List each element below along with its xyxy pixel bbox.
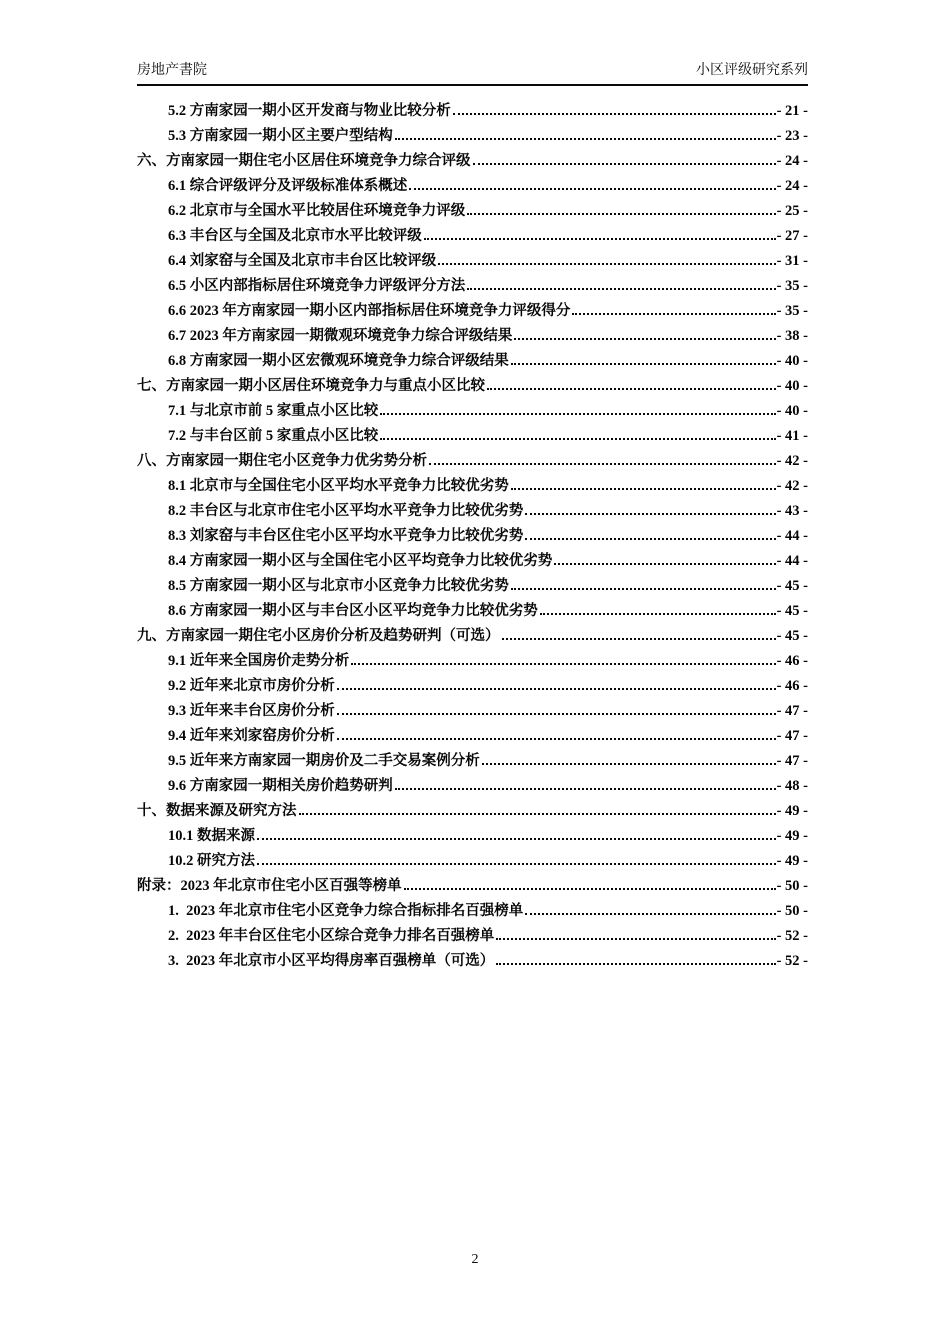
- toc-entry-text: 6.5 小区内部指标居住环境竞争力评级评分方法: [168, 278, 466, 294]
- toc-entry[interactable]: [137, 699, 808, 724]
- toc-entry[interactable]: [137, 599, 808, 624]
- toc-entry-page-number: - 46 -: [776, 678, 808, 694]
- toc-entry-page-number: - 52 -: [776, 928, 808, 944]
- toc-entry[interactable]: [137, 299, 808, 324]
- toc-entry-text: 8.5 方南家园一期小区与北京市小区竞争力比较优劣势: [168, 578, 509, 594]
- dot-leader: [482, 763, 776, 765]
- dot-leader: [337, 738, 776, 740]
- dot-leader: [540, 613, 776, 615]
- toc-entry-page-number: - 35 -: [776, 278, 808, 294]
- header-left-text: 房地产書院: [137, 63, 207, 78]
- toc-entry-page-number: - 50 -: [776, 878, 808, 894]
- toc-entry-text: 9.6 方南家园一期相关房价趋势研判: [168, 778, 393, 794]
- toc-entry-text: 5.3 方南家园一期小区主要户型结构: [168, 128, 393, 144]
- toc-entry-page-number: - 47 -: [776, 703, 808, 719]
- toc-entry-page-number: - 45 -: [776, 578, 808, 594]
- toc-entry[interactable]: [137, 399, 808, 424]
- toc-entry[interactable]: [137, 324, 808, 349]
- toc-entry[interactable]: [137, 924, 808, 949]
- toc-entry[interactable]: [137, 899, 808, 924]
- toc-entry-text: 八、方南家园一期住宅小区竞争力优劣势分析: [137, 453, 427, 469]
- toc-entry[interactable]: [137, 174, 808, 199]
- toc-entry-text: 6.2 北京市与全国水平比较居住环境竞争力评级: [168, 203, 466, 219]
- toc-entry-text: 10.2 研究方法: [168, 853, 255, 869]
- toc-entry[interactable]: [137, 774, 808, 799]
- toc-entry-page-number: - 44 -: [776, 553, 808, 569]
- toc-entry-text: 8.4 方南家园一期小区与全国住宅小区平均竞争力比较优劣势: [168, 553, 553, 569]
- toc-entry-page-number: - 43 -: [776, 503, 808, 519]
- dot-leader: [337, 713, 776, 715]
- toc-entry-page-number: - 46 -: [776, 653, 808, 669]
- toc-entry-page-number: - 25 -: [776, 203, 808, 219]
- toc-entry-page-number: - 50 -: [776, 903, 808, 919]
- dot-leader: [487, 388, 776, 390]
- toc-entry[interactable]: [137, 849, 808, 874]
- dot-leader: [572, 313, 775, 315]
- toc-entry-text: 2. 2023 年丰台区住宅小区综合竞争力排名百强榜单: [168, 928, 495, 944]
- dot-leader: [554, 563, 775, 565]
- toc-entry-page-number: - 40 -: [776, 403, 808, 419]
- toc-entry[interactable]: [137, 474, 808, 499]
- dot-leader: [511, 363, 776, 365]
- dot-leader: [496, 963, 775, 965]
- toc-entry-text: 5.2 方南家园一期小区开发商与物业比较分析: [168, 103, 451, 119]
- toc-entry-text: 九、方南家园一期住宅小区房价分析及趋势研判（可选）: [137, 628, 500, 644]
- toc-entry-page-number: - 47 -: [776, 728, 808, 744]
- toc-entry-text: 9.1 近年来全国房价走势分析: [168, 653, 350, 669]
- toc-entry-text: 6.1 综合评级评分及评级标准体系概述: [168, 178, 408, 194]
- dot-leader: [337, 688, 776, 690]
- dot-leader: [511, 588, 776, 590]
- toc-entry-text: 9.3 近年来丰台区房价分析: [168, 703, 335, 719]
- toc-entry-page-number: - 27 -: [776, 228, 808, 244]
- toc-entry[interactable]: [137, 224, 808, 249]
- toc-entry-page-number: - 49 -: [776, 853, 808, 869]
- toc-entry-text: 9.2 近年来北京市房价分析: [168, 678, 335, 694]
- dot-leader: [429, 463, 776, 465]
- toc-entry-page-number: - 23 -: [776, 128, 808, 144]
- page-footer: [0, 1252, 950, 1268]
- toc-entry-page-number: - 45 -: [776, 603, 808, 619]
- toc-entry[interactable]: [137, 824, 808, 849]
- toc-entry-text: 8.6 方南家园一期小区与丰台区小区平均竞争力比较优劣势: [168, 603, 538, 619]
- dot-leader: [525, 538, 775, 540]
- dot-leader: [511, 488, 776, 490]
- toc-entry[interactable]: [137, 524, 808, 549]
- toc-entry-page-number: - 40 -: [776, 378, 808, 394]
- toc-entry[interactable]: [137, 349, 808, 374]
- toc-entry-page-number: - 41 -: [776, 428, 808, 444]
- toc-entry-page-number: - 44 -: [776, 528, 808, 544]
- toc-entry-text: 3. 2023 年北京市小区平均得房率百强榜单（可选）: [168, 953, 495, 969]
- dot-leader: [395, 138, 776, 140]
- toc-entry[interactable]: [137, 749, 808, 774]
- toc-entry[interactable]: [137, 149, 808, 174]
- toc-entry-page-number: - 38 -: [776, 328, 808, 344]
- toc-entry[interactable]: [137, 949, 808, 974]
- toc-entry-page-number: - 42 -: [776, 478, 808, 494]
- dot-leader: [395, 788, 776, 790]
- dot-leader: [257, 838, 776, 840]
- toc-entry[interactable]: [137, 249, 808, 274]
- toc-entry-page-number: - 42 -: [776, 453, 808, 469]
- toc-entry-page-number: - 52 -: [776, 953, 808, 969]
- toc-entry-text: 7.2 与丰台区前 5 家重点小区比较: [168, 428, 379, 444]
- toc-entry-text: 8.3 刘家窑与丰台区住宅小区平均水平竞争力比较优劣势: [168, 528, 524, 544]
- toc-entry-page-number: - 47 -: [776, 753, 808, 769]
- header-right-text: 小区评级研究系列: [696, 63, 808, 78]
- toc-entry[interactable]: [137, 374, 808, 399]
- toc-entry-page-number: - 40 -: [776, 353, 808, 369]
- toc-entry-text: 六、方南家园一期住宅小区居住环境竞争力综合评级: [137, 153, 471, 169]
- toc-entry-page-number: - 21 -: [776, 103, 808, 119]
- toc-entry[interactable]: [137, 799, 808, 824]
- table-of-contents: [137, 99, 808, 974]
- toc-entry-text: 6.4 刘家窑与全国及北京市丰台区比较评级: [168, 253, 437, 269]
- page-number: 2: [471, 1252, 479, 1267]
- toc-entry-text: 10.1 数据来源: [168, 828, 255, 844]
- toc-entry-text: 十、数据来源及研究方法: [137, 803, 297, 819]
- toc-entry-text: 1. 2023 年北京市住宅小区竞争力综合指标排名百强榜单: [168, 903, 524, 919]
- toc-entry-text: 附录：2023 年北京市住宅小区百强等榜单: [137, 878, 402, 894]
- dot-leader: [351, 663, 775, 665]
- toc-entry[interactable]: [137, 124, 808, 149]
- toc-entry-page-number: - 49 -: [776, 803, 808, 819]
- page-content: [137, 0, 808, 974]
- dot-leader: [299, 813, 776, 815]
- dot-leader: [380, 438, 775, 440]
- toc-entry-text: 6.7 2023 年方南家园一期微观环境竞争力综合评级结果: [168, 328, 513, 344]
- toc-entry[interactable]: [137, 449, 808, 474]
- toc-entry[interactable]: [137, 649, 808, 674]
- toc-entry-text: 6.6 2023 年方南家园一期小区内部指标居住环境竞争力评级得分: [168, 303, 571, 319]
- dot-leader: [257, 863, 776, 865]
- toc-entry-page-number: - 24 -: [776, 153, 808, 169]
- page-header: [137, 62, 808, 86]
- toc-entry-text: 8.1 北京市与全国住宅小区平均水平竞争力比较优劣势: [168, 478, 509, 494]
- toc-entry-page-number: - 35 -: [776, 303, 808, 319]
- toc-entry[interactable]: [137, 674, 808, 699]
- dot-leader: [502, 638, 776, 640]
- toc-entry[interactable]: [137, 724, 808, 749]
- toc-entry-text: 6.8 方南家园一期小区宏微观环境竞争力综合评级结果: [168, 353, 509, 369]
- toc-entry[interactable]: [137, 499, 808, 524]
- dot-leader: [380, 413, 775, 415]
- dot-leader: [467, 213, 775, 215]
- toc-entry[interactable]: [137, 424, 808, 449]
- toc-entry[interactable]: [137, 99, 808, 124]
- toc-entry[interactable]: [137, 574, 808, 599]
- toc-entry-text: 6.3 丰台区与全国及北京市水平比较评级: [168, 228, 422, 244]
- dot-leader: [404, 888, 776, 890]
- toc-entry[interactable]: [137, 199, 808, 224]
- dot-leader: [496, 938, 775, 940]
- dot-leader: [525, 513, 775, 515]
- dot-leader: [453, 113, 776, 115]
- toc-entry-text: 9.5 近年来方南家园一期房价及二手交易案例分析: [168, 753, 480, 769]
- toc-entry-page-number: - 31 -: [776, 253, 808, 269]
- toc-entry[interactable]: [137, 549, 808, 574]
- toc-entry[interactable]: [137, 624, 808, 649]
- toc-entry-page-number: - 24 -: [776, 178, 808, 194]
- toc-entry[interactable]: [137, 274, 808, 299]
- toc-entry-page-number: - 49 -: [776, 828, 808, 844]
- dot-leader: [473, 163, 776, 165]
- toc-entry-text: 9.4 近年来刘家窑房价分析: [168, 728, 335, 744]
- dot-leader: [438, 263, 775, 265]
- toc-entry-page-number: - 48 -: [776, 778, 808, 794]
- toc-entry-text: 七、方南家园一期小区居住环境竞争力与重点小区比较: [137, 378, 485, 394]
- toc-entry-page-number: - 45 -: [776, 628, 808, 644]
- toc-entry[interactable]: [137, 874, 808, 899]
- dot-leader: [424, 238, 776, 240]
- toc-entry-text: 7.1 与北京市前 5 家重点小区比较: [168, 403, 379, 419]
- dot-leader: [467, 288, 775, 290]
- dot-leader: [525, 913, 775, 915]
- toc-entry-text: 8.2 丰台区与北京市住宅小区平均水平竞争力比较优劣势: [168, 503, 524, 519]
- dot-leader: [514, 338, 775, 340]
- dot-leader: [409, 188, 775, 190]
